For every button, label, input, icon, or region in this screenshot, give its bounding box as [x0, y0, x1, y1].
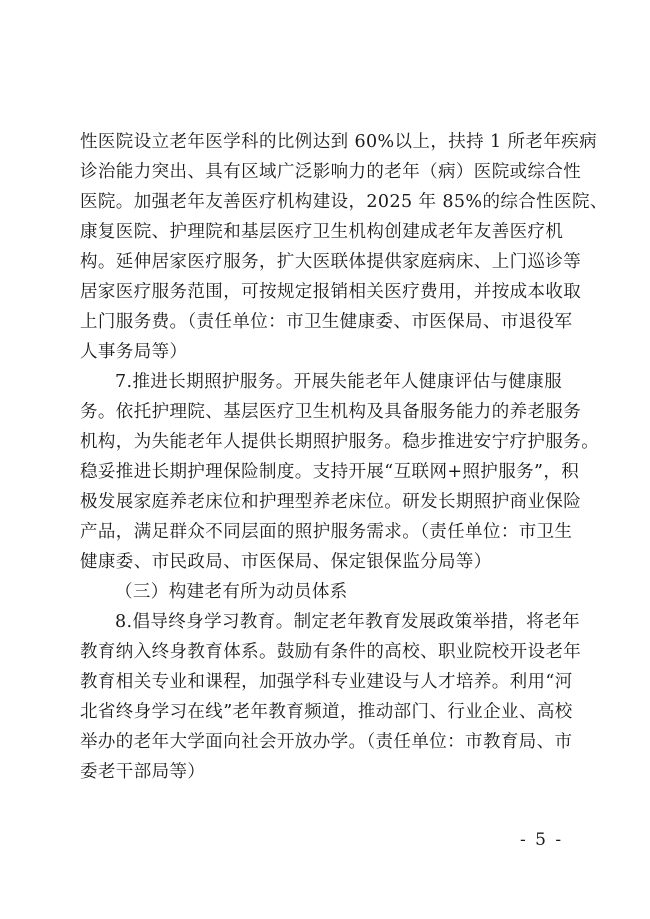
paragraph-line: 务。依托护理院、基层医疗卫生机构及具备服务能力的养老服务: [80, 402, 582, 422]
paragraph-line: 构。延伸居家医疗服务，扩大医联体提供家庭病床、上门巡诊等: [80, 252, 582, 272]
paragraph-line: 稳妥推进长期护理保险制度。支持开展“互联网+照护服务”，积: [80, 462, 580, 482]
paragraph-line: 教育相关专业和课程，加强学科专业建设与人才培养。利用“河: [80, 672, 573, 692]
paragraph-line: 居家医疗服务范围，可按规定报销相关医疗费用，并按成本收取: [80, 282, 582, 302]
item-8-first-line: 8.倡导终身学习教育。制定老年教育发展政策举措，将老年: [115, 612, 580, 632]
section-heading: （三）构建老有所为动员体系: [115, 582, 348, 602]
paragraph-line: 极发展家庭养老床位和护理型养老床位。研发长期照护商业保险: [80, 492, 582, 512]
paragraph-line: 委老干部局等）: [80, 762, 206, 782]
paragraph-line: 人事务局等）: [80, 342, 188, 362]
paragraph-line: 举办的老年大学面向社会开放办学。（责任单位：市教育局、市: [80, 732, 573, 752]
paragraph-line: 性医院设立老年医学科的比例达到 60%以上，扶持 1 所老年疾病: [80, 132, 598, 152]
item-7-first-line: 7.推进长期照护服务。开展失能老年人健康评估与健康服: [115, 372, 563, 392]
paragraph-line: 北省终身学习在线”老年教育频道，推动部门、行业企业、高校: [80, 702, 573, 722]
body-text: [80, 127, 608, 787]
paragraph-line: 上门服务费。（责任单位：市卫生健康委、市医保局、市退役军: [80, 312, 573, 332]
page-number: - 5 -: [520, 830, 564, 850]
paragraph-line: 产品，满足群众不同层面的照护服务需求。（责任单位：市卫生: [80, 522, 573, 542]
paragraph-line: 诊治能力突出、具有区域广泛影响力的老年（病）医院或综合性: [80, 162, 582, 182]
paragraph-line: 教育纳入终身教育体系。鼓励有条件的高校、职业院校开设老年: [80, 642, 582, 662]
paragraph-line: 机构，为失能老年人提供长期照护服务。稳步推进安宁疗护服务。: [80, 432, 600, 452]
paragraph-line: 健康委、市民政局、市医保局、保定银保监分局等）: [80, 552, 492, 572]
paragraph-line: 康复医院、护理院和基层医疗卫生机构创建成老年友善医疗机: [80, 222, 564, 242]
paragraph-line: 医院。加强老年友善医疗机构建设，2025 年 85%的综合性医院、: [80, 192, 608, 212]
